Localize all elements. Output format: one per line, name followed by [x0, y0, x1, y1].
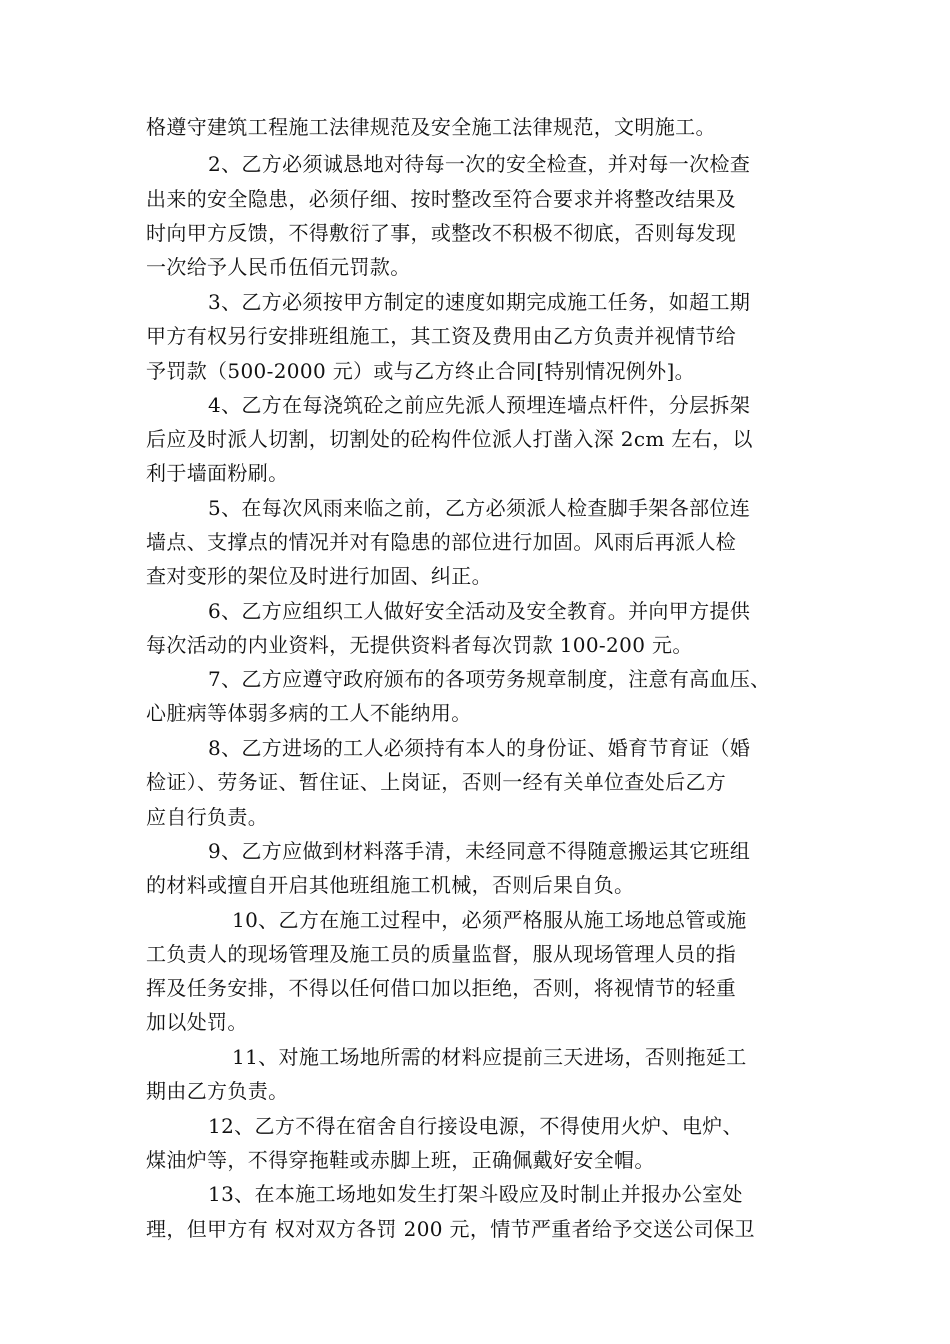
text-line: 心脏病等体弱多病的工人不能纳用。 — [146, 701, 472, 725]
text-line: 理，但甲方有 权对双方各罚 200 元，情节严重者给予交送公司保卫 — [146, 1217, 755, 1241]
text-line: 墙点、支撑点的情况并对有隐患的部位进行加固。风雨后再派人检 — [146, 530, 737, 554]
text-line: 出来的安全隐患，必须仔细、按时整改至符合要求并将整改结果及 — [146, 187, 737, 211]
text-line: 工负责人的现场管理及施工员的质量监督，服从现场管理人员的指 — [146, 942, 737, 966]
text-line: 8、乙方进场的工人必须持有本人的身份证、婚育节育证（婚 — [208, 736, 751, 760]
text-line: 5、在每次风雨来临之前，乙方必须派人检查脚手架各部位连 — [208, 496, 751, 520]
text-line: 每次活动的内业资料，无提供资料者每次罚款 100-200 元。 — [146, 633, 693, 657]
text-line: 6、乙方应组织工人做好安全活动及安全教育。并向甲方提供 — [208, 599, 751, 623]
text-line: 挥及任务安排，不得以任何借口加以拒绝，否则，将视情节的轻重 — [146, 976, 737, 1000]
text-line: 11、对施工场地所需的材料应提前三天进场，否则拖延工 — [232, 1045, 747, 1069]
text-line: 4、乙方在每浇筑砼之前应先派人预埋连墙点杆件，分层拆架 — [208, 393, 751, 417]
text-line: 的材料或擅自开启其他班组施工机械，否则后果自负。 — [146, 873, 635, 897]
text-line: 13、在本施工场地如发生打架斗殴应及时制止并报办公室处 — [208, 1182, 743, 1206]
text-line: 利于墙面粉刷。 — [146, 461, 289, 485]
text-line: 后应及时派人切割，切割处的砼构件位派人打凿入深 2cm 左右，以 — [146, 427, 753, 451]
text-line: 查对变形的架位及时进行加固、纠正。 — [146, 564, 492, 588]
text-line: 期由乙方负责。 — [146, 1079, 289, 1103]
text-line: 予罚款（500-2000 元）或与乙方终止合同[特别情况例外]。 — [146, 359, 695, 383]
text-line: 9、乙方应做到材料落手清，未经同意不得随意搬运其它班组 — [208, 839, 751, 863]
text-line: 检证）、劳务证、暂住证、上岗证，否则一经有关单位查处后乙方 — [146, 770, 727, 794]
text-line: 应自行负责。 — [146, 805, 269, 829]
text-line: 甲方有权另行安排班组施工，其工资及费用由乙方负责并视情节给 — [146, 324, 737, 348]
text-line: 10、乙方在施工过程中，必须严格服从施工场地总管或施 — [232, 908, 747, 932]
text-line: 煤油炉等，不得穿拖鞋或赤脚上班，正确佩戴好安全帽。 — [146, 1148, 655, 1172]
text-line: 加以处罚。 — [146, 1010, 248, 1034]
text-line: 3、乙方必须按甲方制定的速度如期完成施工任务，如超工期 — [208, 290, 751, 314]
text-line: 格遵守建筑工程施工法律规范及安全施工法律规范，文明施工。 — [146, 115, 716, 139]
text-line: 时向甲方反馈，不得敷衍了事，或整改不积极不彻底，否则每发现 — [146, 221, 737, 245]
text-line: 12、乙方不得在宿舍自行接设电源，不得使用火炉、电炉、 — [208, 1114, 743, 1138]
text-line: 7、乙方应遵守政府颁布的各项劳务规章制度，注意有高血压、 — [208, 667, 771, 691]
text-line: 2、乙方必须诚恳地对待每一次的安全检查，并对每一次检查 — [208, 152, 751, 176]
text-line: 一次给予人民币伍佰元罚款。 — [146, 255, 411, 279]
